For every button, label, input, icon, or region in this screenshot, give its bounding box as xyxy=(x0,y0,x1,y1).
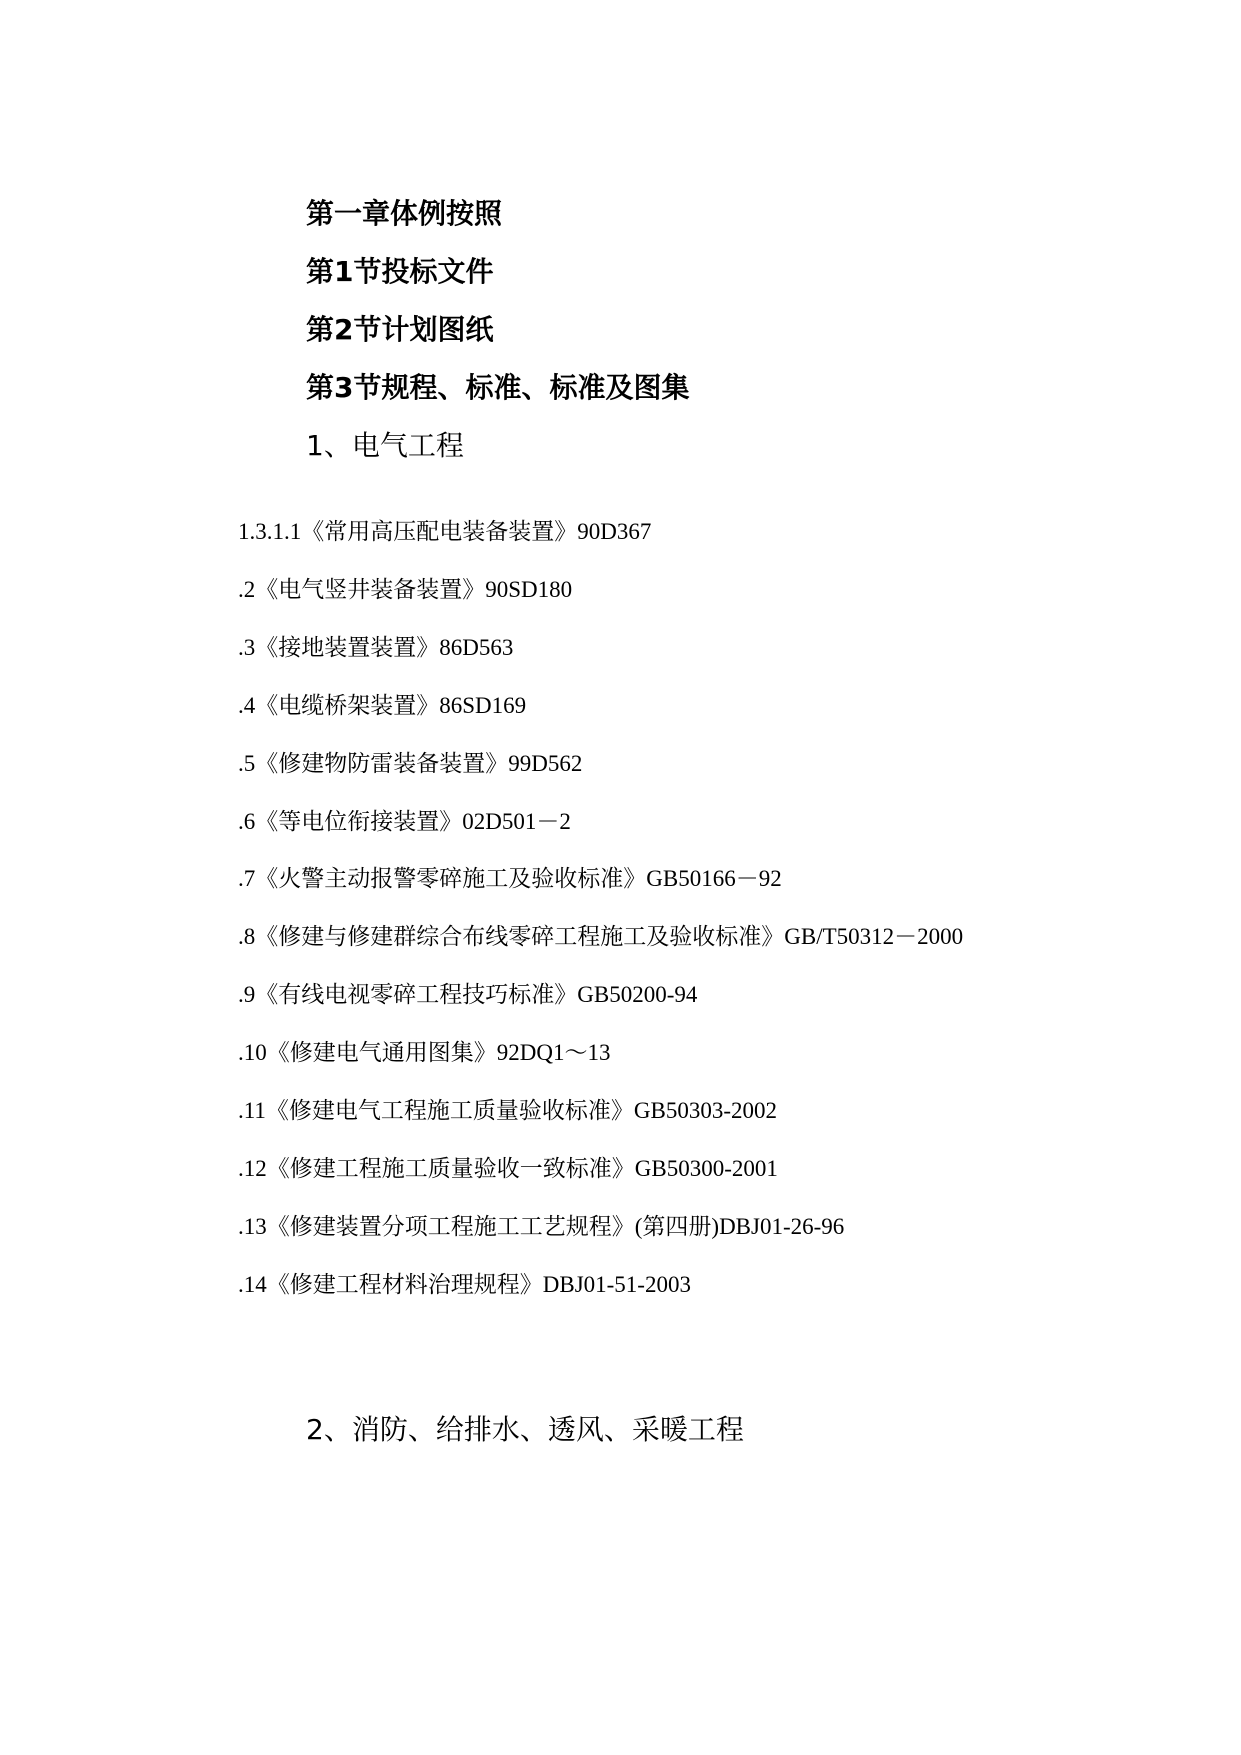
list-item: .13《修建装置分项工程施工工艺规程》(第四册)DBJ01-26-96 xyxy=(238,1214,845,1239)
section-3-title: 第3节规程、标准、标准及图集 xyxy=(306,371,690,404)
list-item: 1.3.1.1《常用高压配电装备装置》90D367 xyxy=(238,519,652,544)
list-item: .3《接地装置装置》86D563 xyxy=(238,635,514,660)
list-item: .10《修建电气通用图集》92DQ1～13 xyxy=(238,1040,611,1065)
section-1-title: 第1节投标文件 xyxy=(306,255,494,288)
list-item: .5《修建物防雷装备装置》99D562 xyxy=(238,751,583,776)
list-item: .2《电气竖井装备装置》90SD180 xyxy=(238,577,573,602)
chapter-title: 第一章体例按照 xyxy=(306,197,503,230)
list-item: .11《修建电气工程施工质量验收标准》GB50303-2002 xyxy=(238,1098,778,1123)
list-item: .14《修建工程材料治理规程》DBJ01-51-2003 xyxy=(238,1272,691,1297)
subsection-electrical-title: 1、电气工程 xyxy=(306,429,464,462)
subsection-hvac-title: 2、消防、给排水、透风、采暖工程 xyxy=(306,1413,744,1446)
section-2-title: 第2节计划图纸 xyxy=(306,313,494,346)
list-item: .12《修建工程施工质量验收一致标准》GB50300-2001 xyxy=(238,1156,778,1181)
list-item: .8《修建与修建群综合布线零碎工程施工及验收标准》GB/T50312－2000 xyxy=(238,924,964,949)
list-item: .6《等电位衔接装置》02D501－2 xyxy=(238,809,571,834)
list-item: .4《电缆桥架装置》86SD169 xyxy=(238,693,527,718)
list-item: .9《有线电视零碎工程技巧标准》GB50200-94 xyxy=(238,982,698,1007)
list-item: .7《火警主动报警零碎施工及验收标准》GB50166－92 xyxy=(238,866,782,891)
